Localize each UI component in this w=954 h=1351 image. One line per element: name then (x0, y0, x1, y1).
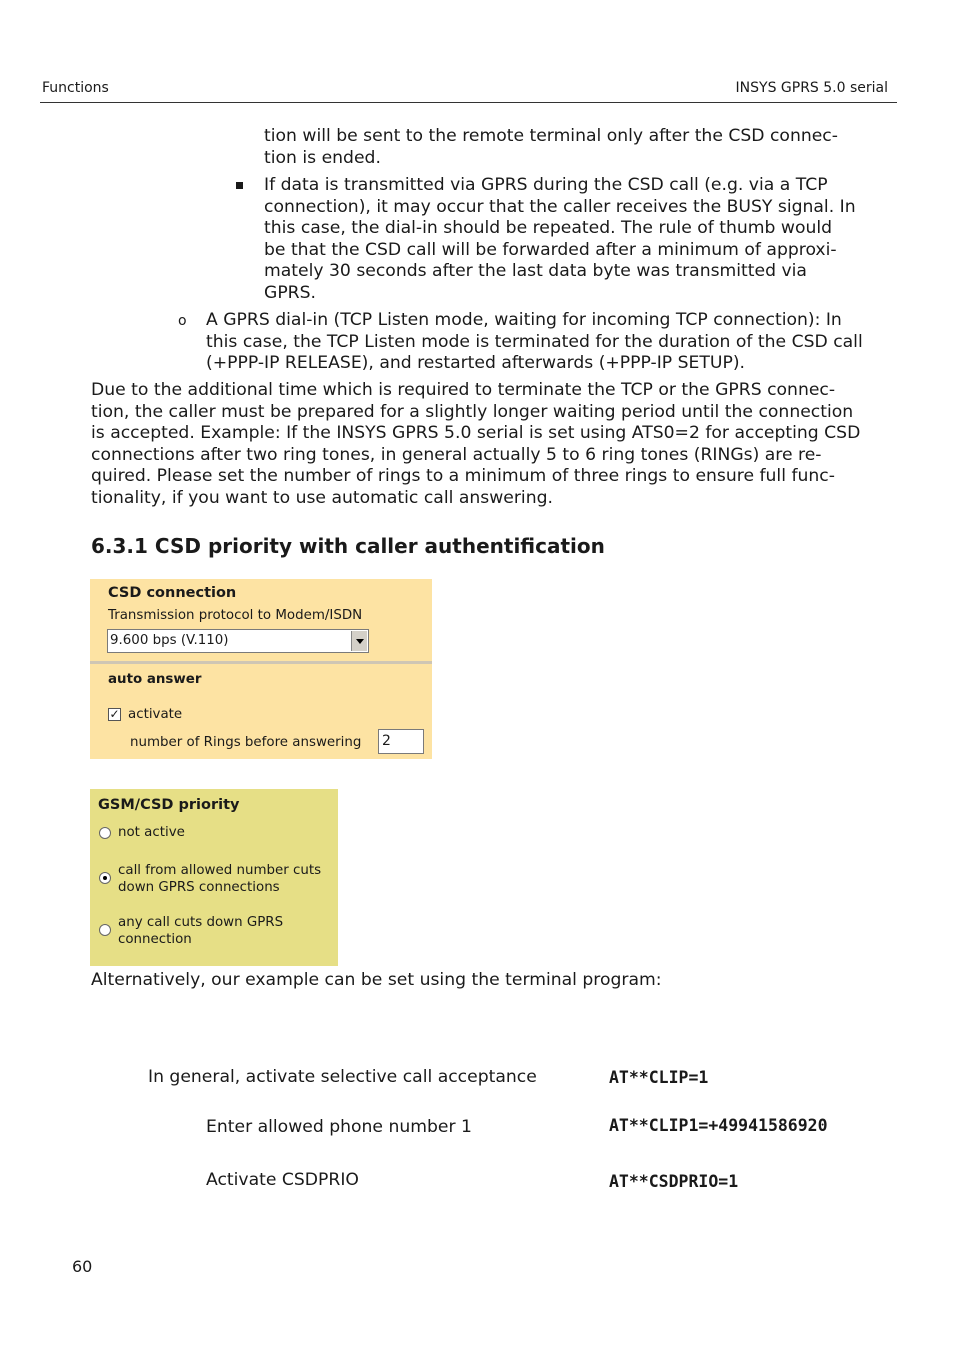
command-code: AT**CLIP=1 (609, 1068, 709, 1087)
command-description: Activate CSDPRIO (206, 1170, 359, 1190)
command-code: AT**CSDPRIO=1 (609, 1172, 739, 1191)
option-line: call from allowed number cuts (118, 863, 322, 878)
text-line: be that the CSD call will be forwarded after a minimum of approxi- (264, 239, 837, 260)
text-line: tion is ended. (264, 147, 381, 168)
bullet-paragraph (264, 175, 856, 305)
radio-any-call[interactable] (99, 924, 111, 936)
main-paragraph (91, 380, 860, 510)
text-line: is accepted. Example: If the INSYS GPRS 5.0 serial is set using ATS0=2 for accepting CSD (91, 423, 861, 444)
option-line: not active (118, 825, 185, 840)
command-code: AT**CLIP1=+49941586920 (609, 1116, 828, 1135)
chevron-down-icon[interactable] (351, 631, 367, 651)
option-line: any call cuts down GPRS (118, 915, 284, 930)
radio-label-not-active (118, 825, 185, 840)
section-heading (91, 534, 605, 558)
section-title: CSD priority with caller authentification (154, 534, 605, 558)
radio-not-active[interactable] (99, 827, 111, 839)
text-line: connection), it may occur that the caller receives the BUSY signal. In (264, 196, 856, 217)
gsm-panel-title: GSM/CSD priority (98, 797, 240, 813)
activate-checkbox[interactable]: ✓ (109, 707, 120, 721)
option-line: down GPRS connections (118, 880, 280, 895)
text-line: this case, the TCP Listen mode is terminated for the duration of the CSD call (206, 331, 863, 352)
text-line: If data is transmitted via GPRS during the CSD call (e.g. via a TCP (264, 175, 828, 195)
header-rule (40, 102, 897, 103)
rings-label: number of Rings before answering (130, 735, 362, 750)
running-header-right: INSYS GPRS 5.0 serial (735, 80, 888, 96)
protocol-select-value: 9.600 bps (V.110) (110, 633, 229, 648)
continued-bullet-text (264, 126, 838, 169)
radio-label-allowed-number (118, 862, 321, 896)
activate-label: activate (128, 707, 183, 722)
running-header-left: Functions (42, 80, 109, 96)
text-line: GPRS. (264, 282, 316, 303)
option-line: connection (118, 932, 192, 947)
text-line: quired. Please set the number of rings to a minimum of three rings to ensure full func- (91, 466, 835, 487)
square-bullet-icon (236, 182, 243, 189)
circle-bullet-icon: o (178, 313, 187, 329)
text-line: Due to the additional time which is required to terminate the TCP or the GPRS connec- (91, 380, 836, 400)
text-line: (+PPP-IP RELEASE), and restarted afterwards (+PPP-IP SETUP). (206, 353, 746, 374)
section-number: 6.3.1 (91, 534, 148, 558)
text-line: tion will be sent to the remote terminal only after the CSD connec- (264, 126, 838, 146)
text-line: mately 30 seconds after the last data byte was transmitted via (264, 261, 807, 282)
text-line: tionality, if you want to use automatic call answering. (91, 487, 553, 508)
text-line: A GPRS dial-in (TCP Listen mode, waiting for incoming TCP connection): In (206, 310, 842, 330)
csd-panel-title: CSD connection (108, 585, 237, 601)
command-description: Enter allowed phone number 1 (206, 1117, 472, 1137)
text-line: this case, the dial-in should be repeated. The rule of thumb would (264, 218, 833, 239)
panel-divider (90, 661, 432, 664)
command-description: In general, activate selective call acceptance (148, 1067, 537, 1087)
circle-bullet-paragraph (206, 310, 863, 375)
radio-allowed-number[interactable] (99, 872, 111, 884)
protocol-select[interactable] (107, 629, 369, 653)
radio-label-any-call (118, 914, 283, 948)
text-line: tion, the caller must be prepared for a slightly longer waiting period until the connection (91, 401, 854, 422)
rings-input[interactable]: 2 (378, 729, 424, 754)
protocol-label: Transmission protocol to Modem/ISDN (108, 608, 363, 623)
alternative-text: Alternatively, our example can be set using the terminal program: (91, 970, 662, 990)
auto-answer-title: auto answer (108, 672, 202, 687)
text-line: connections after two ring tones, in general actually 5 to 6 ring tones (RINGs) are re- (91, 444, 822, 465)
page-number: 60 (72, 1257, 93, 1276)
